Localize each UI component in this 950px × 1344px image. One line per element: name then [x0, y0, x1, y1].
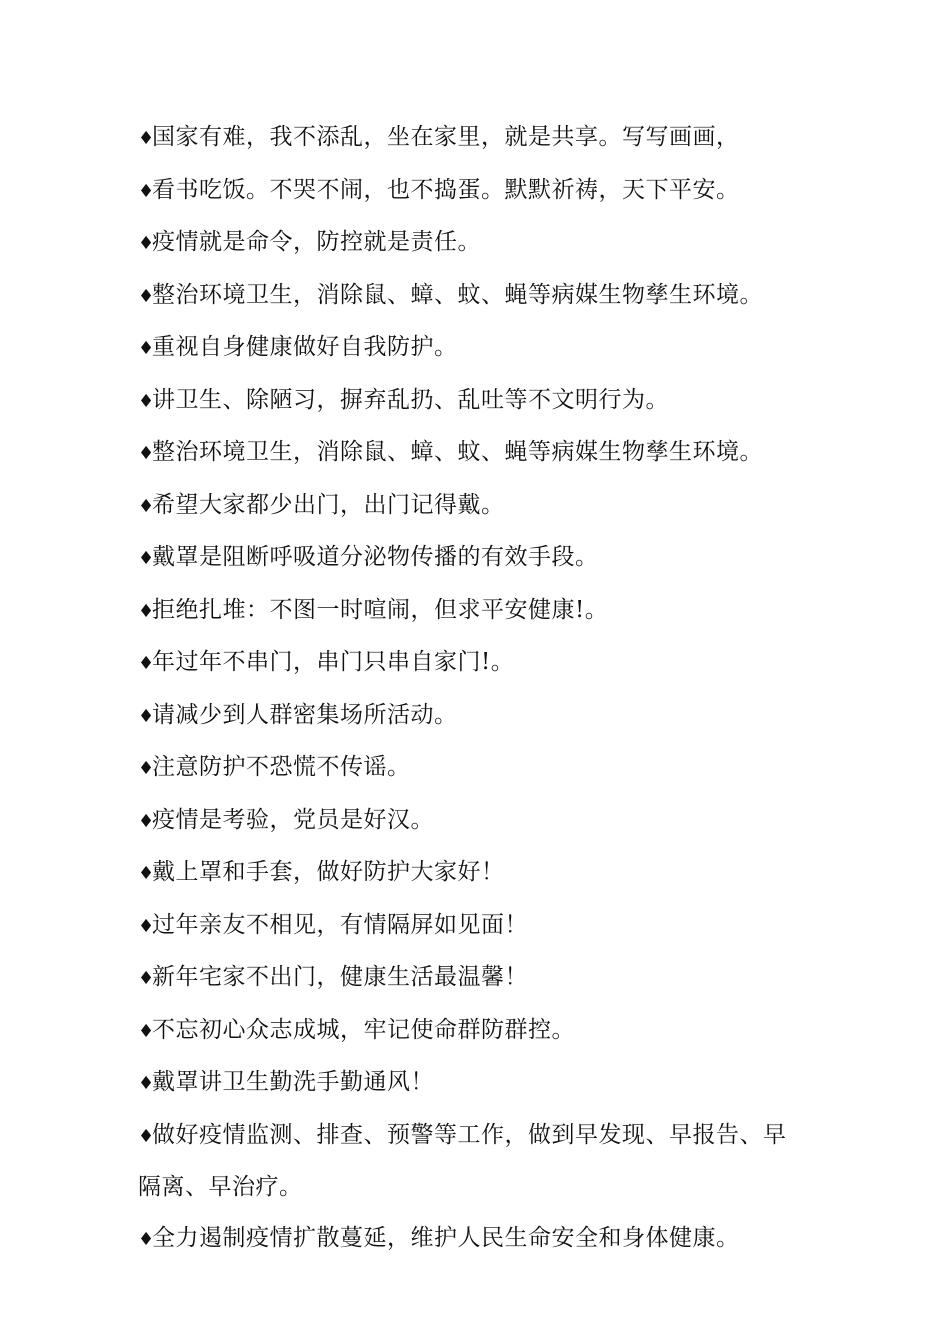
list-item	[138, 900, 828, 953]
diamond-bullet-icon: ♦	[138, 548, 155, 569]
list-item	[138, 637, 828, 690]
list-item	[138, 847, 828, 900]
diamond-bullet-icon: ♦	[138, 233, 155, 254]
list-item-text: 戴罩讲卫生勤洗手勤通风！	[152, 1069, 434, 1095]
list-item	[138, 532, 828, 585]
list-item	[138, 322, 828, 375]
list-item-text: 年过年不串门，串门只串自家门!。	[152, 649, 515, 675]
list-item	[138, 952, 828, 1005]
list-item	[138, 1110, 828, 1163]
list-item-text: 隔离、早治疗。	[138, 1174, 303, 1200]
diamond-bullet-icon: ♦	[138, 600, 155, 622]
list-item-text: 注意防护不恐慌不传谣。	[152, 754, 411, 780]
list-item	[138, 270, 828, 323]
diamond-bullet-icon: ♦	[138, 968, 155, 989]
list-item	[138, 1005, 828, 1058]
list-item-text: 重视自身健康做好自我防护。	[152, 334, 458, 360]
list-item-text: 新年宅家不出门，健康生活最温馨！	[152, 964, 528, 990]
diamond-bullet-icon: ♦	[138, 338, 155, 359]
list-item-text: 拒绝扎堆：不图一时喧闹，但求平安健康!。	[152, 596, 609, 623]
diamond-bullet-icon: ♦	[138, 443, 155, 464]
list-item	[138, 427, 828, 480]
list-item-text: 讲卫生、除陋习，摒弃乱扔、乱吐等不文明行为。	[152, 386, 669, 413]
diamond-bullet-icon: ♦	[138, 495, 155, 517]
list-item	[138, 112, 828, 165]
diamond-bullet-icon: ♦	[138, 1125, 155, 1147]
list-item-text: 做好疫情监测、排查、预警等工作，做到早发现、早报告、早	[152, 1121, 787, 1148]
list-item-text: 不忘初心众志成城，牢记使命群防群控。	[152, 1016, 575, 1043]
document-body	[138, 112, 828, 1265]
list-item-text: 整治环境卫生，消除鼠、蟑、蚊、蝇等病媒生物孳生环境。	[152, 281, 763, 308]
list-item-text: 请减少到人群密集场所活动。	[152, 701, 458, 728]
diamond-bullet-icon: ♦	[138, 758, 155, 779]
diamond-bullet-icon: ♦	[138, 810, 155, 832]
list-item-continuation	[138, 1162, 828, 1213]
diamond-bullet-icon: ♦	[138, 128, 155, 149]
list-item	[138, 690, 828, 743]
list-item	[138, 795, 828, 848]
list-item	[138, 165, 828, 218]
list-item	[138, 1057, 828, 1110]
diamond-bullet-icon: ♦	[138, 285, 155, 307]
diamond-bullet-icon: ♦	[138, 1228, 155, 1250]
diamond-bullet-icon: ♦	[138, 915, 155, 937]
diamond-bullet-icon: ♦	[138, 653, 155, 674]
list-item	[138, 375, 828, 428]
diamond-bullet-icon: ♦	[138, 1073, 155, 1094]
diamond-bullet-icon: ♦	[138, 180, 155, 202]
list-item-text: 国家有难，我不添乱，坐在家里，就是共享。写写画画，	[152, 124, 740, 150]
list-item	[138, 217, 828, 270]
list-item-text: 过年亲友不相见，有情隔屏如见面！	[152, 911, 528, 938]
list-item-text: 整治环境卫生，消除鼠、蟑、蚊、蝇等病媒生物孳生环境。	[152, 439, 763, 465]
list-item-text: 戴罩是阻断呼吸道分泌物传播的有效手段。	[152, 544, 599, 570]
diamond-bullet-icon: ♦	[138, 705, 155, 727]
list-item-text: 全力遏制疫情扩散蔓延，维护人民生命安全和身体健康。	[152, 1224, 740, 1251]
list-item-text: 希望大家都少出门，出门记得戴。	[152, 491, 505, 518]
diamond-bullet-icon: ♦	[138, 1020, 155, 1042]
diamond-bullet-icon: ♦	[138, 863, 155, 884]
list-item	[138, 480, 828, 533]
list-item-text: 疫情就是命令，防控就是责任。	[152, 229, 481, 255]
list-item-text: 疫情是考验，党员是好汉。	[152, 806, 434, 833]
list-item-text: 戴上罩和手套，做好防护大家好！	[152, 859, 505, 885]
list-item	[138, 742, 828, 795]
list-item-text: 看书吃饭。不哭不闹，也不捣蛋。默默祈祷，天下平安。	[152, 176, 740, 203]
list-item	[138, 1213, 828, 1266]
list-item	[138, 585, 828, 638]
diamond-bullet-icon: ♦	[138, 390, 155, 412]
